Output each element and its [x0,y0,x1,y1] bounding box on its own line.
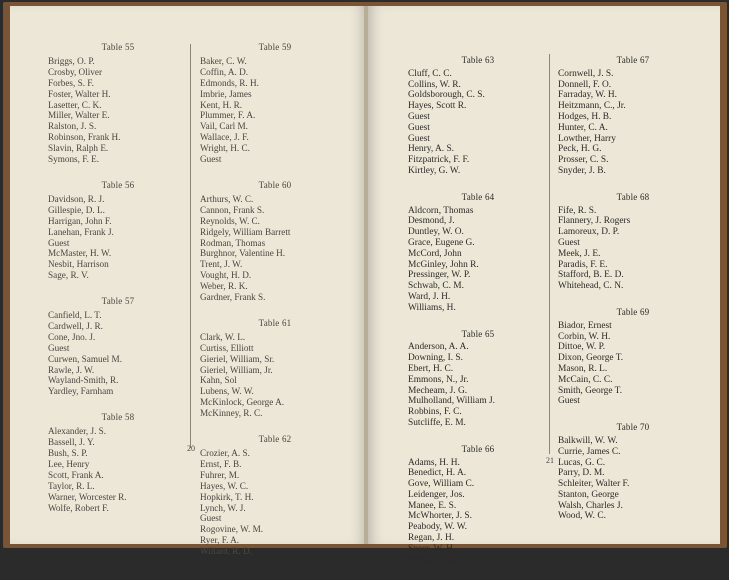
guest-name: Sutcliffe, E. M. [408,417,466,428]
guest-name: Hayes, Scott R. [408,101,467,112]
guest-name: Lasetter, C. K. [48,99,102,110]
guest-name: Cluff, C. C. [408,68,452,79]
guest-list [200,194,350,303]
seating-table-block [558,192,708,292]
guest-list [48,56,188,165]
guest-name: Guest [558,237,580,248]
guest-name: Ryer, F. A. [200,535,240,546]
guest-name: McKinney, R. C. [200,408,263,419]
column-divider [549,54,550,454]
column-divider [190,44,191,448]
guest-name: Harrigan, John F. [48,215,112,226]
guest-name: Weber, R. K. [200,281,248,292]
guest-name: Henry, A. S. [408,144,455,155]
guest-name: Fuhrer, M. [200,469,240,480]
seating-table-block [200,42,350,165]
guest-name: Cornwell, J. S. [558,68,614,79]
page-number-left: 20 [187,444,195,453]
guest-name: Speer, W. H. [408,543,456,554]
table-title: Table 68 [616,191,650,202]
guest-list [48,426,188,513]
guest-name: Paradis, F. E. [558,259,608,270]
guest-name: Gieriel, William, Sr. [200,353,275,364]
table-title: Table 64 [461,191,495,202]
guest-name: Arthurs, W. C. [200,193,254,204]
seating-table-block [200,180,350,303]
table-title: Table 61 [258,317,292,328]
guest-name: Slavin, Ralph E. [48,143,109,154]
page-number-right: 21 [546,456,554,465]
guest-name: McCord, John [408,248,462,259]
guest-name: Pressinger, W. P. [408,270,471,281]
guest-name: Lee, Henry [48,458,90,469]
guest-name: Collins, W. R. [408,79,461,90]
guest-name: Gillespie, D. L. [48,204,105,215]
guest-name: Hayes, W. C. [200,480,249,491]
guest-name: Willard, R. D. [200,546,252,557]
left-column-1 [48,42,188,528]
guest-name: Smith, George T. [558,385,623,396]
table-title: Table 70 [616,422,650,433]
seating-table-block [408,444,548,566]
guest-name: Trent, J. W. [200,259,243,270]
guest-name: Warner, Worcester R. [48,491,127,502]
left-column-2 [200,42,350,572]
guest-name: Cannon, Frank S. [200,204,265,215]
guest-name: McMaster, H. W. [48,248,112,259]
guest-name: Duntley, W. O. [408,227,464,238]
seating-table-block [408,329,548,429]
guest-name: Guest [408,111,430,122]
guest-name: Guest [408,133,430,144]
guest-name: Goldsborough, C. S. [408,90,485,101]
guest-name: Foster, Walter H. [48,88,111,99]
guest-name: Currie, James C. [558,446,621,457]
guest-list [200,56,350,165]
guest-list [558,436,708,522]
guest-name: Plummer, F. A. [200,110,256,121]
guest-name: Dixon, George T. [558,353,624,364]
guest-name: Scott, Frank A. [48,469,104,480]
guest-name: Wood, W. D. [408,554,457,565]
guest-name: Lowther, Harry [558,133,616,144]
guest-name: Robinson, Frank H. [48,132,121,143]
guest-name: Sage, R. V. [48,270,89,281]
guest-name: Burghnor, Valentine H. [200,248,286,259]
guest-name: Downing, I. S. [408,353,463,364]
guest-name: Kirtley, G. W. [408,165,461,176]
guest-name: Cone, Jno. J. [48,331,96,342]
guest-name: Peabody, W. W. [408,522,468,533]
guest-name: Williams, H. [408,302,456,313]
table-title: Table 69 [616,306,650,317]
guest-list [558,206,708,292]
table-title: Table 56 [101,179,135,190]
guest-name: Fitzpatrick, F. F. [408,155,470,166]
guest-name: Ward, J. H. [408,291,451,302]
guest-name: Canfield, L. T. [48,310,102,321]
guest-name: Clark, W. L. [200,331,246,342]
guest-name: Alexander, J. S. [48,426,107,437]
guest-name: Wright, H. C. [200,143,250,154]
guest-name: Lubens, W. W. [200,386,254,397]
guest-name: Wallace, J. F. [200,132,249,143]
guest-name: Emmons, N., Jr. [408,374,469,385]
guest-name: Baker, C. W. [200,55,247,66]
seating-table-block [200,318,350,419]
guest-name: Biador, Ernest [558,320,612,331]
guest-name: Ridgely, William Barrett [200,226,291,237]
guest-name: Donnell, F. O. [558,79,612,90]
guest-name: Vail, Carl M. [200,121,248,132]
guest-list [408,458,548,566]
guest-name: Rogovine, W. M. [200,524,264,535]
guest-name: Flannery, J. Rogers [558,216,631,227]
guest-name: Rawle, J. W. [48,364,95,375]
table-title: Table 63 [461,55,495,65]
guest-name: Manee, E. S. [408,500,457,511]
guest-name: Guest [200,513,222,524]
guest-list [558,321,708,407]
table-title: Table 66 [461,443,495,454]
guest-name: Briggs, O. P. [48,55,95,66]
seating-table-block [48,296,188,397]
guest-name: Yardley, Farnham [48,386,114,397]
guest-name: Lanehan, Frank J. [48,226,114,237]
guest-name: Schleiter, Walter F. [558,479,630,490]
guest-list [48,194,188,281]
guest-name: Wolfe, Robert F. [48,502,109,513]
table-title: Table 59 [258,42,292,52]
guest-name: Desmond, J. [408,216,455,227]
guest-name: Gove, William C. [408,479,475,490]
guest-list [408,69,548,177]
seating-table-block [200,434,350,557]
guest-list [558,69,708,177]
seating-table-block [48,412,188,513]
right-column-1 [408,55,548,580]
table-title: Table 58 [101,412,135,423]
guest-list [200,448,350,557]
guest-name: Lucas, G. C. [558,457,606,468]
table-title: Table 60 [258,179,292,190]
guest-name: Vought, H. D. [200,270,252,281]
guest-name: Aldcorn, Thomas [408,205,474,216]
guest-name: McKinlock, George A. [200,397,285,408]
guest-name: Guest [558,396,580,407]
guest-name: Reynolds, W. C. [200,215,260,226]
guest-name: Corbin, W. H. [558,331,611,342]
guest-name: Coffin, A. D. [200,66,249,77]
guest-name: Wood, W. C. [558,511,606,522]
guest-name: Gieriel, William, Jr. [200,364,273,375]
guest-name: Walsh, Charles J. [558,500,623,511]
guest-name: Guest [200,154,222,165]
right-page [368,6,720,565]
guest-name: Curwen, Samuel M. [48,353,123,364]
guest-name: Rodman, Thomas [200,237,266,248]
guest-name: Adams, H. H. [408,457,460,468]
guest-name: Prosser, C. S. [558,155,609,166]
guest-name: Mulholland, William J. [408,396,495,407]
guest-name: Crozier, A. S. [200,448,250,458]
right-column-2 [558,55,708,537]
guest-name: Balkwill, W. W. [558,435,618,446]
guest-name: Imbrie, James [200,88,252,99]
guest-name: Mecheam, J. G. [408,385,468,396]
guest-name: Anderson, A. A. [408,342,469,353]
guest-name: Miller, Walter E. [48,110,110,121]
guest-name: Gardner, Frank S. [200,292,266,303]
table-title: Table 67 [616,55,650,65]
seating-table-block [408,55,548,177]
guest-name: Dittoe, W. P. [558,342,606,353]
guest-name: Guest [408,122,430,133]
guest-name: Cardwell, J. R. [48,320,103,331]
guest-name: Regan, J. H. [408,533,455,544]
guest-name: Kent, H. R. [200,99,243,110]
guest-name: Robbins, F. C. [408,407,462,418]
guest-list [200,332,350,419]
table-title: Table 62 [258,434,292,445]
guest-name: Nesbit, Harrison [48,259,109,270]
guest-name: Ralston, J. S. [48,121,97,132]
guest-name: Heitzmann, C., Jr. [558,101,626,112]
guest-name: Bush, S. P. [48,448,88,458]
left-page [10,6,366,557]
guest-name: Crosby, Oliver [48,66,103,77]
guest-name: Whitehead, C. N. [558,281,624,292]
guest-name: Snyder, J. B. [558,165,606,176]
guest-name: Fife, R. S. [558,205,597,216]
guest-name: Lynch, W. J. [200,502,246,513]
guest-name: Leidenger, Jos. [408,489,465,500]
guest-name: Mason, R. L. [558,363,608,374]
guest-list [408,342,548,428]
guest-name: Hodges, H. B. [558,111,612,122]
guest-name: Edmonds, R. H. [200,77,259,88]
seating-table-block [48,180,188,281]
guest-name: Symons, F. E. [48,154,100,165]
guest-name: McGinley, John R. [408,259,479,270]
guest-name: Ernst, F. B. [200,458,242,469]
guest-name: Ebert, H. C. [408,363,454,374]
guest-name: McCain, C. C. [558,374,613,385]
guest-name: Peck, H. G. [558,144,602,155]
guest-name: Farraday, W. H. [558,90,618,101]
guest-name: Guest [48,342,70,353]
guest-name: Davidson, R. J. [48,193,105,204]
seating-table-block [408,192,548,314]
guest-list [48,310,188,397]
guest-name: Wayland-Smith, R. [48,375,119,386]
guest-name: Parry, D. M. [558,468,605,479]
guest-list [408,206,548,314]
seating-table-block [558,307,708,407]
guest-name: Hunter, C. A. [558,122,608,133]
guest-name: Taylor, R. L. [48,480,95,491]
guest-name: Guest [48,237,70,248]
guest-name: McWhorter, J. S. [408,511,472,522]
guest-name: Meek, J. E. [558,248,601,259]
guest-name: Grace, Eugene G. [408,237,475,248]
guest-name: Stafford, B. E. D. [558,270,624,281]
guest-name: Benedict, H. A. [408,468,467,479]
seating-table-block [48,42,188,165]
guest-name: Curtiss, Elliott [200,342,254,353]
seating-table-block [558,422,708,522]
table-title: Table 65 [461,328,495,339]
table-title: Table 57 [101,296,135,307]
guest-name: Kahn, Sol [200,375,237,386]
guest-name: Bassell, J. Y. [48,437,95,448]
guest-name: Forbes, S. F. [48,77,94,88]
seating-table-block [558,55,708,177]
table-title: Table 55 [101,42,135,52]
guest-name: Schwab, C. M. [408,281,464,292]
guest-name: Stanton, George [558,489,619,500]
guest-name: Hopkirk, T. H. [200,491,254,502]
guest-name: Lamoreux, D. P. [558,227,620,238]
